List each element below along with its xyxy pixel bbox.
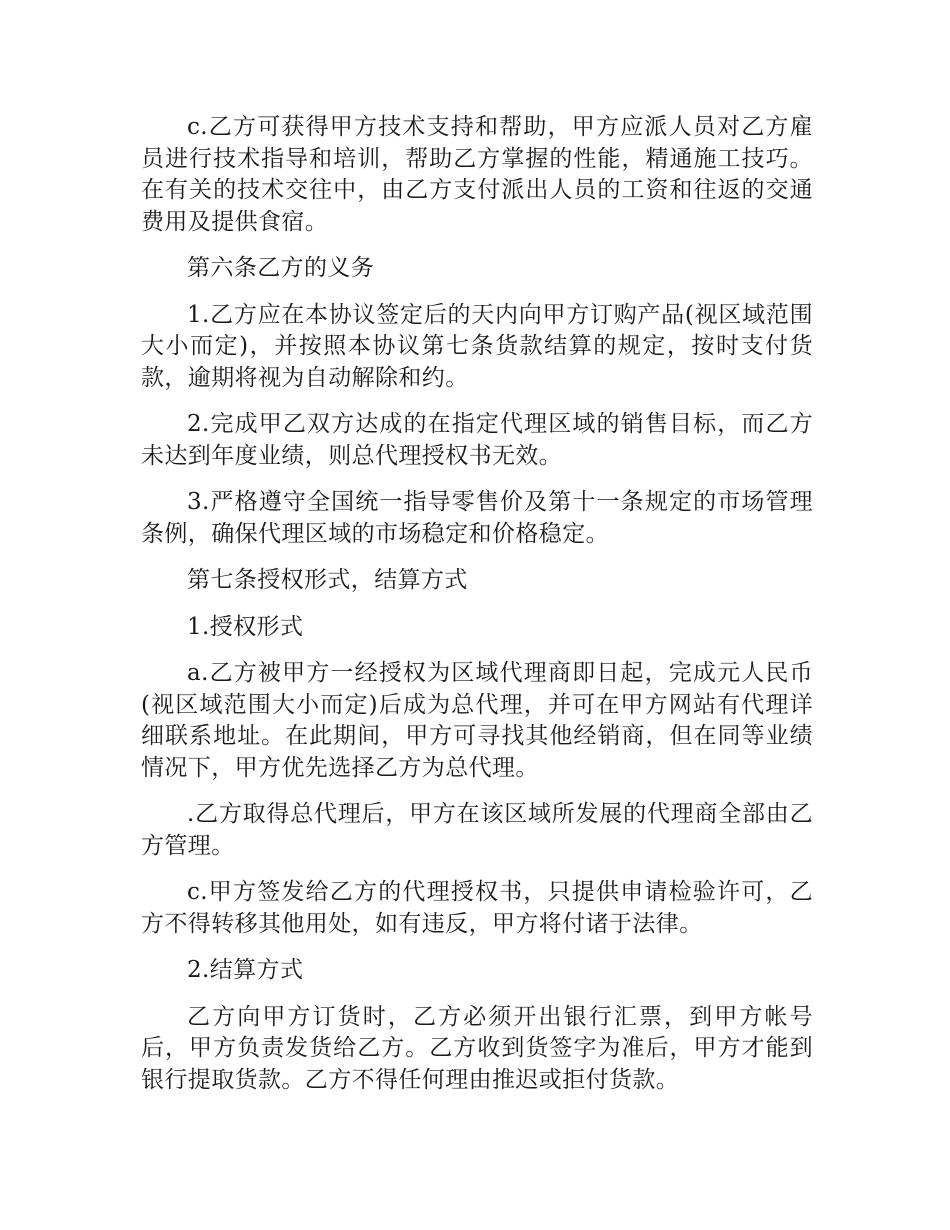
- subheading-authorization-form: 1.授权形式: [187, 613, 304, 640]
- paragraph-6-1: 1.乙方应在本协议签定后的天内向甲方订购产品(视区域范围大小而定)，并按照本协议第七条货款结算的规定，按时支付货款，逾期将视为自动解除和约。: [141, 301, 813, 391]
- paragraph-7-1-b: .乙方取得总代理后，甲方在该区域所发展的代理商全部由乙方管理。: [141, 801, 813, 859]
- heading-article-7: 第七条授权形式，结算方式: [187, 567, 468, 593]
- paragraph-6-3: 3.严格遵守全国统一指导零售价及第十一条规定的市场管理条例，确保代理区域的市场稳定和价格稳定。: [141, 489, 813, 547]
- subheading-settlement-method: 2.结算方式: [187, 957, 304, 983]
- paragraph-technical-support: c.乙方可获得甲方技术支持和帮助，甲方应派人员对乙方雇员进行技术指导和培训，帮助乙方掌握的性能，精通施工技巧。在有关的技术交往中，由乙方支付派出人员的工资和往返的交通费用及提供食宿。: [141, 114, 813, 235]
- paragraph-7-2: 乙方向甲方订货时，乙方必须开出银行汇票，到甲方帐号后，甲方负责发货给乙方。乙方收到货签字为准后，甲方才能到银行提取货款。乙方不得任何理由推迟或拒付货款。: [141, 1003, 813, 1093]
- document-body: [141, 112, 813, 1111]
- paragraph-7-1-c: c.甲方签发给乙方的代理授权书，只提供申请检验许可，乙方不得转移其他用处，如有违反，甲方将付诸于法律。: [141, 879, 813, 937]
- paragraph-7-1-a: a.乙方被甲方一经授权为区域代理商即日起，完成元人民币(视区域范围大小而定)后成为总代理，并可在甲方网站有代理详细联系地址。在此期间，甲方可寻找其他经销商，但在同等业绩情况下，甲方优先选择乙方为总代理。: [141, 660, 813, 781]
- paragraph-6-2: 2.完成甲乙双方达成的在指定代理区域的销售目标，而乙方未达到年度业绩，则总代理授权书无效。: [141, 411, 813, 469]
- heading-article-6: 第六条乙方的义务: [187, 255, 375, 281]
